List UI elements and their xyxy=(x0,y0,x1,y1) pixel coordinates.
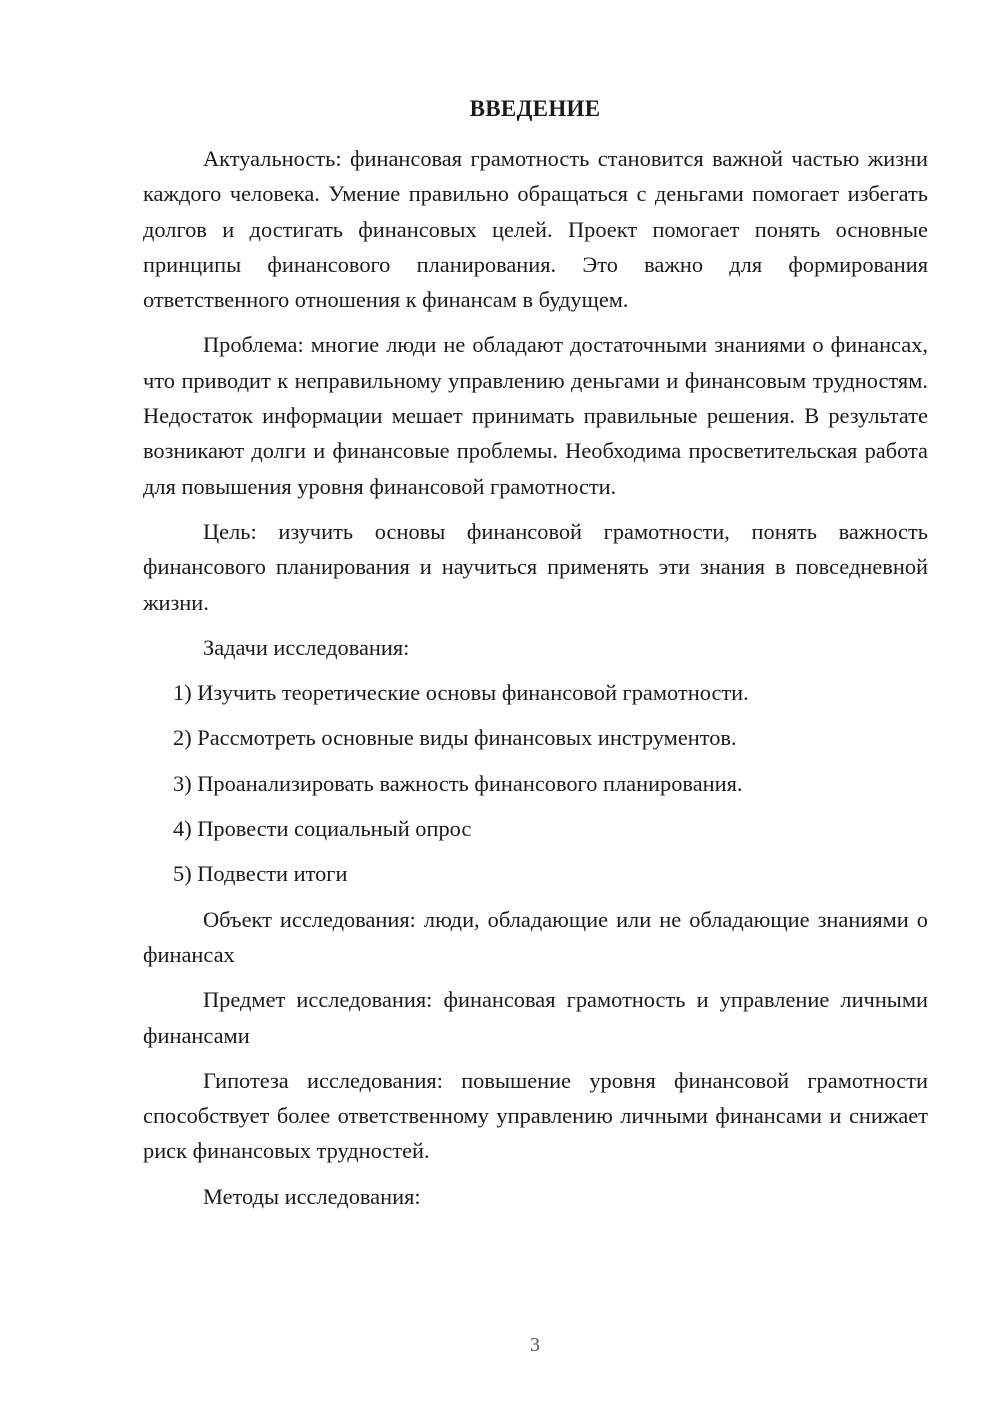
problem-paragraph: Проблема: многие люди не обладают достаточными знаниями о финансах, что приводит к неправильному управлению деньгами и финансовым трудностям. Недостаток информации мешает принимать правильные решения. В результате возникают долги и финансовые проблемы. Необходима просветительская работа для повышения уровня финансовой грамотности. xyxy=(143,332,928,499)
task-item: 4) Провести социальный опрос xyxy=(173,816,472,842)
object-paragraph: Объект исследования: люди, обладающие или не обладающие знаниями о финансах xyxy=(143,906,928,967)
task-item: 1) Изучить теоретические основы финансовой грамотности. xyxy=(173,680,749,706)
hypothesis-paragraph: Гипотеза исследования: повышение уровня финансовой грамотности способствует более ответственному управлению личными финансами и снижает риск финансовых трудностей. xyxy=(143,1067,928,1164)
document-body xyxy=(143,141,928,1224)
task-item: 5) Подвести итоги xyxy=(173,861,348,887)
subject-paragraph: Предмет исследования: финансовая грамотность и управление личными финансами xyxy=(143,987,928,1048)
page-number: 3 xyxy=(530,1334,540,1356)
tasks-heading: Задачи исследования: xyxy=(203,634,410,660)
methods-heading: Методы исследования: xyxy=(203,1183,421,1209)
relevance-paragraph: Актуальность: финансовая грамотность становится важной частью жизни каждого человека. Умение правильно обращаться с деньгами помогает избегать долгов и достигать финансовых целей. Проект помогает понять основные принципы финансового планирования. Это важно для формирования ответственного отношения к финансам в будущем. xyxy=(143,146,928,313)
task-item: 2) Рассмотреть основные виды финансовых инструментов. xyxy=(173,725,737,751)
task-item: 3) Проанализировать важность финансового планирования. xyxy=(173,770,743,796)
page-title: ВВЕДЕНИЕ xyxy=(469,96,601,121)
goal-paragraph: Цель: изучить основы финансовой грамотности, понять важность финансового планирования и научиться применять эти знания в повседневной жизни. xyxy=(143,518,928,615)
